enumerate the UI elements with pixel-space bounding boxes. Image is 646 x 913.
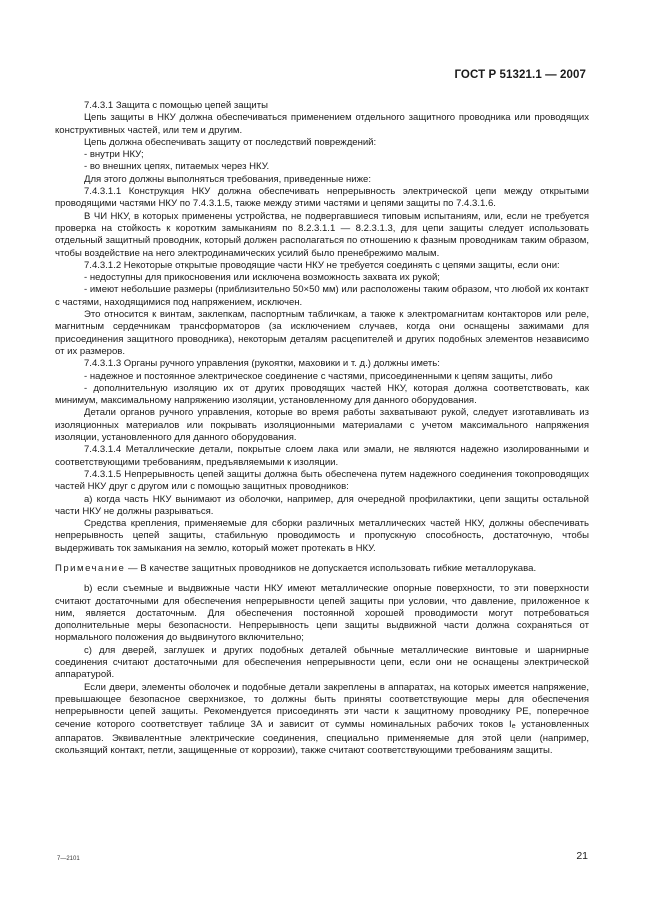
paragraph: - надежное и постоянное электрическое соединение с частями, присоединенными к цепям защиты, либо (84, 370, 553, 382)
paragraph: - недоступны для прикосновения или исключена возможность захвата их рукой; (84, 272, 440, 284)
paragraph-block-main (55, 100, 589, 555)
paragraph: 7.4.3.1.4 Металлические детали, покрытые слоем лака или эмали, не являются надежно изолированными и соответствующими требованиям, предъявляемыми к изоляции. (55, 444, 589, 468)
current-subscript: e (511, 722, 516, 730)
paragraph-doors (55, 682, 589, 758)
paragraph: - внутри НКУ; (84, 149, 144, 161)
paragraph: 7.4.3.1.2 Некоторые открытые проводящие части НКУ не требуется соединять с цепями защиты, если они: (84, 259, 560, 271)
body-text (55, 100, 589, 757)
standard-header: ГОСТ Р 51321.1 — 2007 (454, 69, 586, 81)
paragraph: Цепь должна обеспечивать защиту от последствий повреждений: (84, 136, 377, 148)
note-text: — В качестве защитных проводников не допускается использовать гибкие металлорукава. (125, 562, 537, 574)
page-number: 21 (576, 850, 588, 862)
paragraph: 7.4.3.1 Защита с помощью цепей защиты (84, 100, 269, 111)
paragraph: Это относится к винтам, заклепкам, паспортным табличкам, а также к электромагнитам контакторов или реле, магнитным сердечникам трансформаторов (за исключением случаев, когда они оснащены зажимами для присоединения защитного проводника), некоторым деталям расцепителей и других подобных элементов независимо от их размеров. (55, 309, 589, 357)
paragraph: 7.4.3.1.3 Органы ручного управления (рукоятки, маховики и т. д.) должны иметь: (84, 358, 440, 370)
paragraph: 7.4.3.1.1 Конструкция НКУ должна обеспечивать непрерывность электрической цепи между открытыми проводящими частями НКУ по 7.4.3.1.5, также между этими частями и цепями защиты по 7.4.3.1.6. (55, 186, 589, 210)
note (55, 563, 589, 575)
paragraph: - имеют небольшие размеры (приблизительно 50×50 мм) или расположены таким образом, что любой их контакт с частями, находящимися под напряжением, исключен. (55, 284, 589, 308)
paragraph: - дополнительную изоляцию их от других проводящих частей НКУ, которая должна соответствовать, как минимум, максимальному напряжению изоляции, установленному для данного оборудования. (55, 382, 589, 407)
paragraph: b) если съемные и выдвижные части НКУ имеют металлические опорные поверхности, то эти поверхности считают достаточными для обеспечения непрерывности цепей защиты при условии, что давление, приложенное к ним, является достаточным. Для обеспечения постоянной хорошей проводимости могут потребоваться дополнительные меры безопасности. Непрерывность цепи защиты выдвижной части должна сохраняться от нормального положения до выдвинутого включительно; (55, 583, 589, 644)
note-label: Примечание (55, 562, 126, 574)
paragraph: - во внешних цепях, питаемых через НКУ. (84, 161, 270, 173)
paragraph: Средства крепления, применяемые для сборки различных металлических частей НКУ, должны обеспечивать непрерывность цепей защиты, стабильную проводимость и пропускную способность, достаточную, чтобы выдерживать ток замыкания на землю, который может протекать в НКУ. (55, 518, 589, 554)
paragraph-doors-part2: установленных аппаратов. Эквивалентные электрические соединения, специально применяемые для этой цели (например, скользящий контакт, петли, защищенные от коррозии), также считают соответствующими требованиям защиты. (55, 718, 589, 757)
paragraph: 7.4.3.1.5 Непрерывность цепей защиты должна быть обеспечена путем надежного соединения токопроводящих частей НКУ друг с другом или с помощью защитных проводников: (55, 468, 589, 493)
paragraph: c) для дверей, заглушек и других подобных деталей обычные металлические винтовые и шарнирные соединения считают достаточными для обеспечения непрерывности цепи, если они не оснащены электрической аппаратурой. (55, 644, 589, 681)
paragraph-block-continuation (55, 583, 589, 681)
paragraph: а) когда часть НКУ вынимают из оболочки, например, для очередной профилактики, цепи защиты остальной части НКУ не должны разрываться. (55, 493, 589, 517)
paragraph: В ЧИ НКУ, в которых применены устройства, не подвергавшиеся типовым испытаниям, или, если не требуется проверка на стойкость к коротким замыканиям по 8.2.3.1.1 — 8.2.3.1.3, для цепи защиты следует использовать отдельный защитный проводник, который должен располагаться по отношению к фазным проводникам таким образом, чтобы воздействие на него электродинамических усилий было пренебрежимо малым. (55, 210, 589, 259)
paragraph: Детали органов ручного управления, которые во время работы захватывают рукой, следует изготавливать из изоляционных материалов или покрывать изоляционными материалами с учетом максимального напряжения изоляции, установленного для данного оборудования. (55, 407, 589, 444)
print-mark: 7—2101 (57, 856, 80, 862)
paragraph: Для этого должны выполняться требования, приведенные ниже: (84, 173, 371, 185)
paragraph-doors-part1: Если двери, элементы оболочек и подобные детали закреплены в аппаратах, на которых имеется напряжение, превышающее безопасное сверхнизкое, то должны быть приняты соответствующие меры для обеспечения непрерывности цепей защиты. Рекомендуется присоединять эти части к защитному проводнику РЕ, поперечное сечение которого соответствует таблице 3А и зависит от суммы номинальных рабочих токов I (55, 681, 589, 730)
paragraph: Цепь защиты в НКУ должна обеспечиваться применением отдельного защитного проводника или проводящих конструктивных частей, или тем и другим. (55, 112, 589, 136)
